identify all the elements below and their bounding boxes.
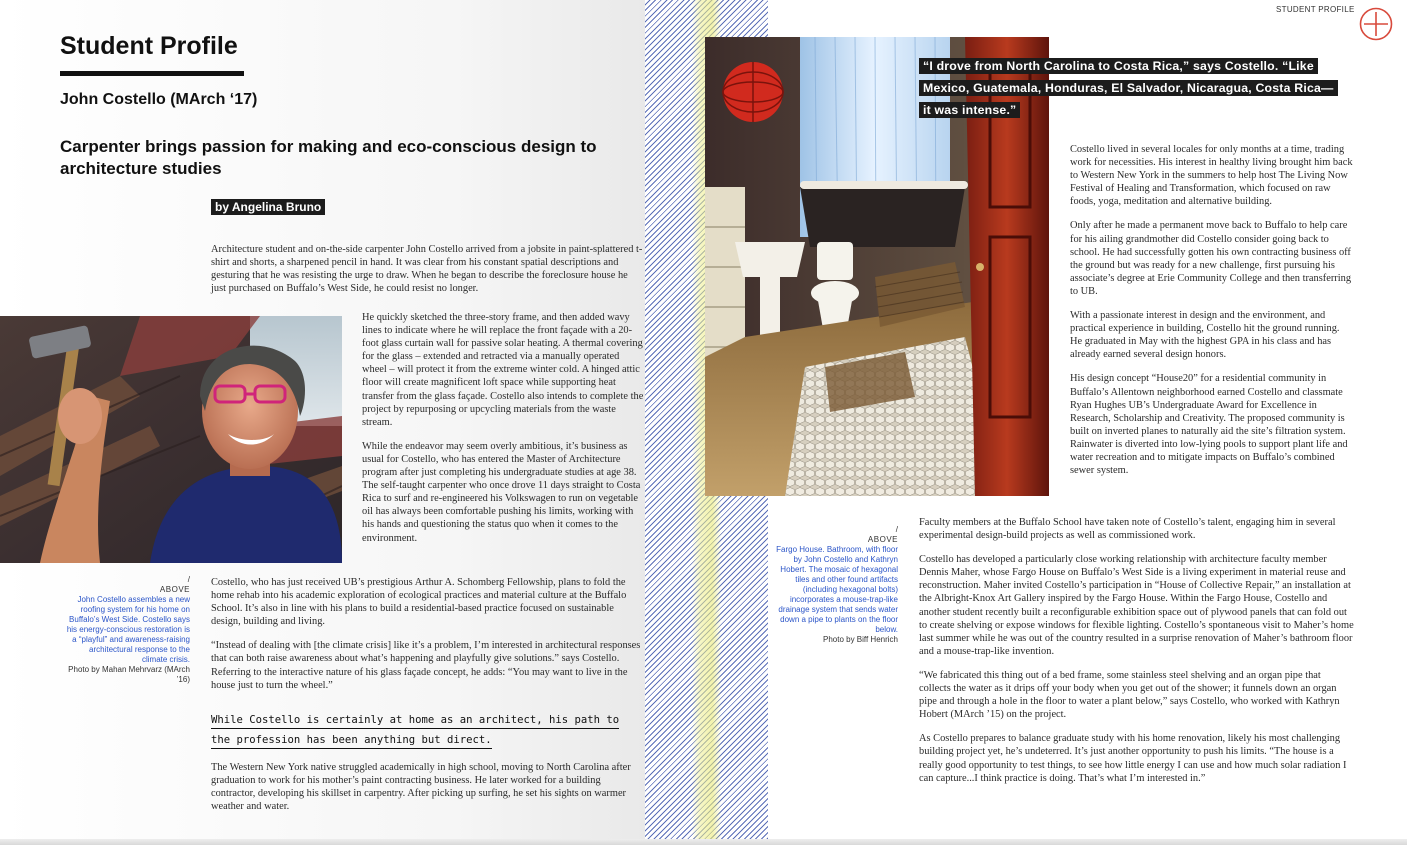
left-photo-caption — [62, 575, 190, 685]
caption-above-label: ABOVE — [867, 535, 898, 544]
intro-paragraph: Architecture student and on-the-side carpenter John Costello arrived from a jobsite in paint-splattered t-shirt and shorts, a sharpened pencil in hand. It was clear from his constant spatial descriptions and gesturing that he was resisting the urge to draw. When he began to describe the foreclosure house he just purchased on Buffalo’s West Side, he could resist no longer. — [211, 244, 643, 295]
byline-text: by Angelina Bruno — [211, 199, 325, 215]
left-col-paragraph-1: He quickly sketched the three-story frame, and then added wavy lines to indicate where he will replace the front façade with a 20-foot glass curtain wall for passive solar heating. A thermal covering for the glass – extended and retracted via a manually operated wheel – will protect it from the extreme winter cold. A hinged attic floor will create magnificent loft space while supporting heat transfer from the glass façade. Costello also intends to complete the project by repurposing or upcycling materials from the waste stream. — [362, 312, 644, 428]
pull-quote — [211, 710, 621, 750]
left-paragraph-4: “Instead of dealing with [the climate crisis] like it’s a problem, I’m interested in architectural responses that can both raise awareness about what’s happening and playfully give solutions.” says Costello. Referring to the interactive nature of his glass façade concept, he adds: “You may want to live in the house just to turn the wheel.” — [211, 640, 641, 691]
page-title: Student Profile — [60, 32, 238, 60]
right-pull-quote — [919, 55, 1339, 121]
right-paragraph-7: “We fabricated this thing out of a bed frame, some stainless steel shelving and an organ pipe that collects the water as it drips off your body when you get out of the shower; it funnels down an organ pipe and through a hole in the floor to water a plant below,” says Costello, who worked with Kathryn Hobert (MArch ’15) on the project. — [919, 669, 1340, 721]
right-column-text — [1070, 143, 1354, 488]
right-paragraph-5: Faculty members at the Buffalo School have taken note of Costello’s talent, engaging him in several experimental design-build projects as well as commissioned work. — [919, 517, 1336, 542]
right-paragraph-6: Costello has developed a particularly close working relationship with architecture faculty member Dennis Maher, whose Fargo House on Buffalo’s West Side is a living experiment in material reuse and reconstruction. Maher invited Costello’s participation in “House of Collective Repair,” an installation at the Albright-Knox Art Gallery inspired by the Fargo House. Within the Fargo House, Costello and another student recently built a reconfigurable exhibition space out of plywood panels that can fold out to create shelving or expose windows for flexible lighting. Costello’s spontaneous visit to Maher’s home last summer while he was out of the country resulted in a surprise renovation of Maher’s bathroom floor and a mouse-trap-like invention. — [919, 554, 1354, 657]
caption-credit: Photo by Biff Henrich — [822, 635, 898, 644]
left-paragraph-5: The Western New York native struggled academically in high school, moving to North Carolina after graduation to work for his mother’s paint contracting business. He later worked for a building contractor, developing his skillset in carpentry. After picking up surfing, he set his sights on warmer weather and water. — [211, 762, 631, 813]
section-label: STUDENT PROFILE — [1276, 5, 1355, 14]
portrait-photo — [0, 316, 342, 563]
caption-slash: / — [895, 525, 898, 534]
byline — [211, 200, 325, 214]
title-underline — [60, 71, 244, 76]
crosshair-circle-icon[interactable] — [1359, 7, 1393, 41]
student-name: John Costello (MArch ‘17) — [60, 91, 258, 108]
pull-quote-text: While Costello is certainly at home as an architect, his path to the profession has been anything but direct. — [211, 714, 619, 749]
left-main-text — [211, 576, 643, 703]
right-paragraph-8: As Costello prepares to balance graduate study with his home renovation, likely his most challenging building project yet, he’s undeterred. It’s just another opportunity to push his limits. “The house is a really good opportunity to test things, to see how little energy I can use and how much solar radiation I can capture...I think practice is doing. That’s what I’m interested in.” — [919, 733, 1347, 784]
right-pull-quote-text: “I drove from North Carolina to Costa Rica,” says Costello. “Like Mexico, Guatemala, Honduras, El Salvador, Nicaragua, Costa Rica—it was intense.” — [919, 58, 1338, 118]
right-col-paragraph-2: Only after he made a permanent move back to Buffalo to help care for his ailing grandmother did Costello consider going back to school. He had successfully gotten his own contracting business off the ground but was ready for a new challenge, first pursuing his associate’s degree at Erie Community College and then transferring to UB. — [1070, 220, 1352, 297]
caption-credit: Photo by Mahan Mehrvarz (MArch ’16) — [68, 665, 190, 684]
right-col-paragraph-1: Costello lived in several locales for only months at a time, trading work for necessities. His interest in healthy living brought him back to Western New York in the summers to help host The Living Now Festival of Healing and Transformation, which focused on raw foods, yoga, meditation and alternative building. — [1070, 144, 1353, 208]
right-col-paragraph-4: His design concept “House20” for a residential community in Buffalo’s Allentown neighborhood earned Costello and classmate Ryan Hughes UB’s Undergraduate Award for Excellence in Research, Scholarship and Creativity. The proposed community is built on inverted planes to naturally aid the site’s filtration system. Rainwater is diverted into low-lying pools to support plant life and water recreation and to mitigate impacts on Buffalo’s combined sewer system. — [1070, 373, 1348, 477]
right-main-text — [919, 516, 1355, 796]
caption-text: John Costello assembles a new roofing system for his home on Buffalo’s West Side. Costello says his energy-conscious restoration is a “playful” and awareness-raising architectural response to the climate crisis. — [66, 595, 190, 664]
left-column-text — [362, 311, 644, 556]
headline: Carpenter brings passion for making and eco-conscious design to architecture studies — [60, 137, 597, 178]
left-col-paragraph-2: While the endeavor may seem overly ambitious, it’s business as usual for Costello, who has entered the Master of Architecture program after just completing his undergraduate studies at age 38. The self-taught carpenter who once drove 11 days straight to Costa Rica to surf and re-engineered his Volkswagen to run on vegetable oil has always been comfortable pushing his limits, working with his hands and questioning the status quo when it comes to the environment. — [362, 440, 641, 544]
caption-above-label: ABOVE — [159, 585, 190, 594]
bottom-rule — [0, 839, 1407, 845]
caption-text: Fargo House. Bathroom, with floor by John Costello and Kathryn Hobert. The mosaic of hexagonal tiles and other found artifacts (including hexagonal bolts) incorporates a mouse-trap-like drainage system that sends water down a pipe to plants on the floor below. — [776, 545, 898, 634]
left-paragraph-3: Costello, who has just received UB’s prestigious Arthur A. Schomberg Fellowship, plans to fold the home rehab into his academic exploration of ecological practices and material culture at the Buffalo School. It’s also in line with his plans to build a residential-based practice focused on sustainable design, building and living. — [211, 577, 627, 628]
right-col-paragraph-3: With a passionate interest in design and the environment, and practical experience in building, Costello hit the ground running. He graduated in May with the highest GPA in his class and has already earned several design honors. — [1070, 310, 1340, 361]
right-photo-caption — [776, 525, 898, 645]
caption-slash: / — [187, 575, 190, 584]
